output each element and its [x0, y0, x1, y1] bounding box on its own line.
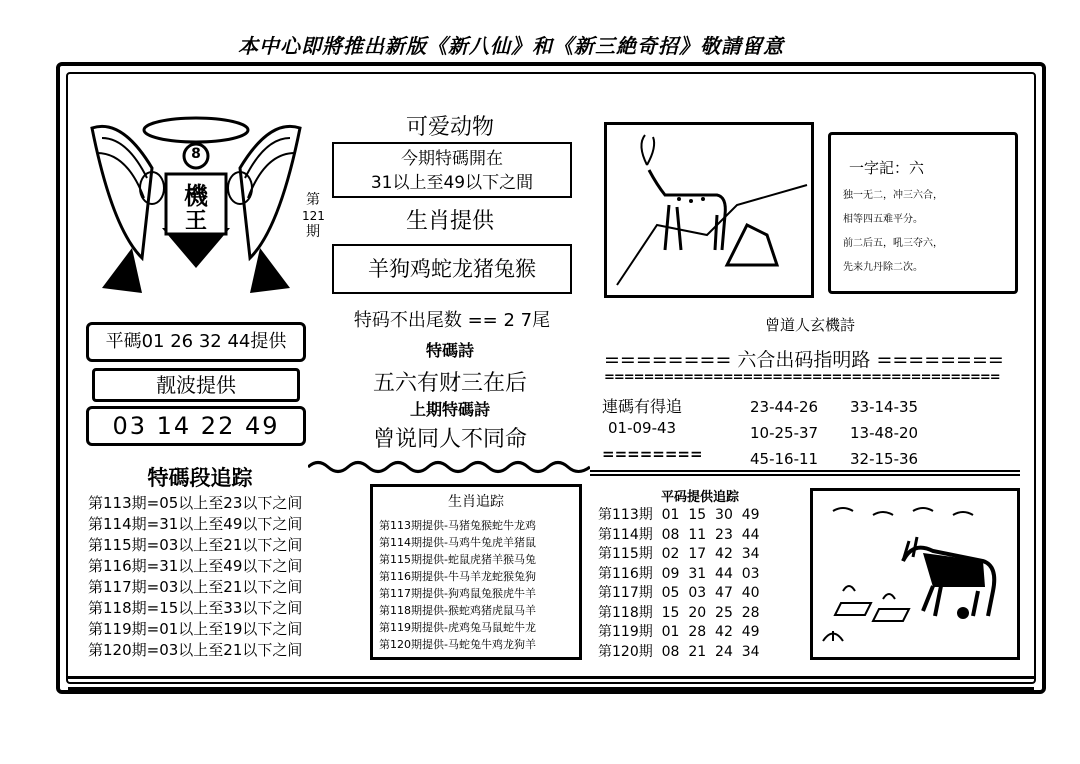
lian-col1 [750, 394, 818, 472]
deer-icon [607, 125, 811, 295]
lian-cell: 13-48-20 [850, 424, 919, 442]
one-word-line: 先来九丹除二次。 [843, 262, 923, 273]
pingma-track-row: 第114期 08 11 23 44 [598, 526, 760, 543]
pingma-track-row: 第120期 08 21 24 34 [598, 643, 760, 660]
zodiac-track-row: 第114期提供-马鸡牛兔虎羊猪鼠 [379, 536, 536, 549]
lian-cell: 10-25-37 [750, 424, 819, 442]
animal-title: 可爱动物 [405, 115, 494, 140]
issue-label [302, 192, 324, 240]
issue-number: 121 [302, 209, 325, 223]
zodiac-track-row: 第119期提供-虎鸡兔马鼠蛇牛龙 [379, 621, 536, 634]
special-line1: 今期特碼開在 [401, 149, 503, 169]
tracking-row: 第120期=03以上至21以下之间 [88, 641, 303, 659]
tracking-row: 第115期=03以上至21以下之间 [88, 536, 303, 554]
guide-rule: ======================================== [604, 370, 1000, 385]
guide-title: ======== 六合出码指明路 ======== [604, 349, 1004, 371]
logo-brand: 機 [184, 182, 208, 210]
rule-short: ======== [602, 445, 703, 463]
liangbo-numbers: 03 14 22 49 [112, 412, 280, 440]
lian-label: 連碼有得追 [602, 397, 683, 416]
logo-brand2: 王 [184, 209, 207, 234]
one-word-title: 一字記：六 [849, 159, 925, 177]
pingma-track-row: 第116期 09 31 44 03 [598, 565, 760, 582]
special-range-box [332, 142, 572, 198]
pingma-track-row: 第113期 01 15 30 49 [598, 507, 760, 523]
lian-cell: 33-14-35 [850, 398, 919, 416]
pingma-track-row: 第119期 01 28 42 49 [598, 624, 760, 640]
liangbo-numbers-box [86, 406, 306, 446]
zodiac-track-title: 生肖追踪 [448, 494, 504, 510]
issue-prefix: 第 [306, 192, 320, 208]
poem-title: 特碼詩 [425, 341, 474, 360]
zodiac-track-row: 第115期提供-蛇鼠虎猪羊猴马兔 [379, 553, 536, 566]
special-line2: 31以上至49以下之間 [370, 173, 534, 193]
last-poem-text: 曾说同人不同命 [372, 427, 527, 452]
tracking-row: 第118期=15以上至33以下之间 [88, 599, 303, 617]
pingma-track-row: 第118期 15 20 25 28 [598, 604, 760, 621]
logo-emblem [82, 108, 310, 304]
one-word-box [828, 132, 1018, 294]
pingma-track-row: 第117期 05 03 47 40 [598, 585, 760, 601]
bottom-border [68, 676, 1034, 690]
zodiac-track-row: 第117期提供-狗鸡鼠兔猴虎牛羊 [379, 587, 536, 600]
tracking-row: 第116期=31以上至49以下之间 [88, 557, 303, 575]
tracking-list [88, 492, 328, 660]
right-divider [590, 470, 1020, 476]
pingma-track-row: 第115期 02 17 42 34 [598, 546, 760, 562]
last-poem-title: 上期特碼詩 [409, 400, 490, 419]
ornament-divider [308, 458, 590, 476]
zodiac-track-row: 第113期提供-马猪兔猴蛇牛龙鸡 [379, 519, 536, 532]
pingma-track-title: 平码提供追踪 [660, 490, 739, 505]
pingma-track-list [598, 504, 798, 660]
liangbo-title: 靓波提供 [156, 373, 236, 397]
pingma-box [86, 322, 306, 362]
zodiac-track-row: 第120期提供-马蛇兔牛鸡龙狗羊 [379, 638, 536, 651]
deer-picture [604, 122, 814, 298]
zodiac-title: 生肖提供 [405, 209, 494, 234]
tracking-row: 第119期=01以上至19以下之间 [88, 620, 303, 638]
header-banner: 本中心即將推出新版《新八仙》和《新三絶奇招》敬請留意 [238, 34, 784, 58]
donkey-icon [813, 491, 1017, 657]
zodiac-track-row: 第116期提供-牛马羊龙蛇猴兔狗 [379, 570, 536, 583]
tracking-title: 特碼段追踪 [147, 465, 253, 490]
zodiac-track-row: 第118期提供-猴蛇鸡猪虎鼠马羊 [379, 604, 536, 617]
liangbo-title-box [92, 368, 300, 402]
zodiac-track-box [370, 484, 582, 660]
zodiac-list: 羊狗鸡蛇龙猪兔猴 [368, 257, 536, 281]
zodiac-list-box [332, 244, 572, 294]
lian-col2 [850, 394, 918, 472]
logo-emblem-text: 8 [191, 146, 201, 162]
lian-cell: 23-44-26 [750, 398, 819, 416]
lian-cell: 45-16-11 [750, 450, 819, 468]
one-word-line: 相等四五难平分。 [843, 214, 923, 225]
one-word-line: 前二后五，吼三夺六， [843, 238, 943, 249]
poem-text: 五六有财三在后 [372, 371, 527, 396]
tail-number: 特码不出尾数 == 2 7尾 [353, 310, 551, 331]
lian-value: 01-09-43 [608, 419, 677, 437]
one-word-line: 独一无二，冲三六合， [843, 190, 943, 201]
poem-author: 曾道人玄機詩 [764, 316, 855, 334]
issue-suffix: 期 [306, 224, 320, 240]
pingma-text: 平碼01 26 32 44提供 [105, 331, 287, 352]
tracking-row: 第113期=05以上至23以下之间 [88, 494, 303, 512]
tracking-row: 第117期=03以上至21以下之间 [88, 578, 303, 596]
lian-cell: 32-15-36 [850, 450, 919, 468]
donkey-picture [810, 488, 1020, 660]
tracking-row: 第114期=31以上至49以下之间 [88, 515, 303, 533]
